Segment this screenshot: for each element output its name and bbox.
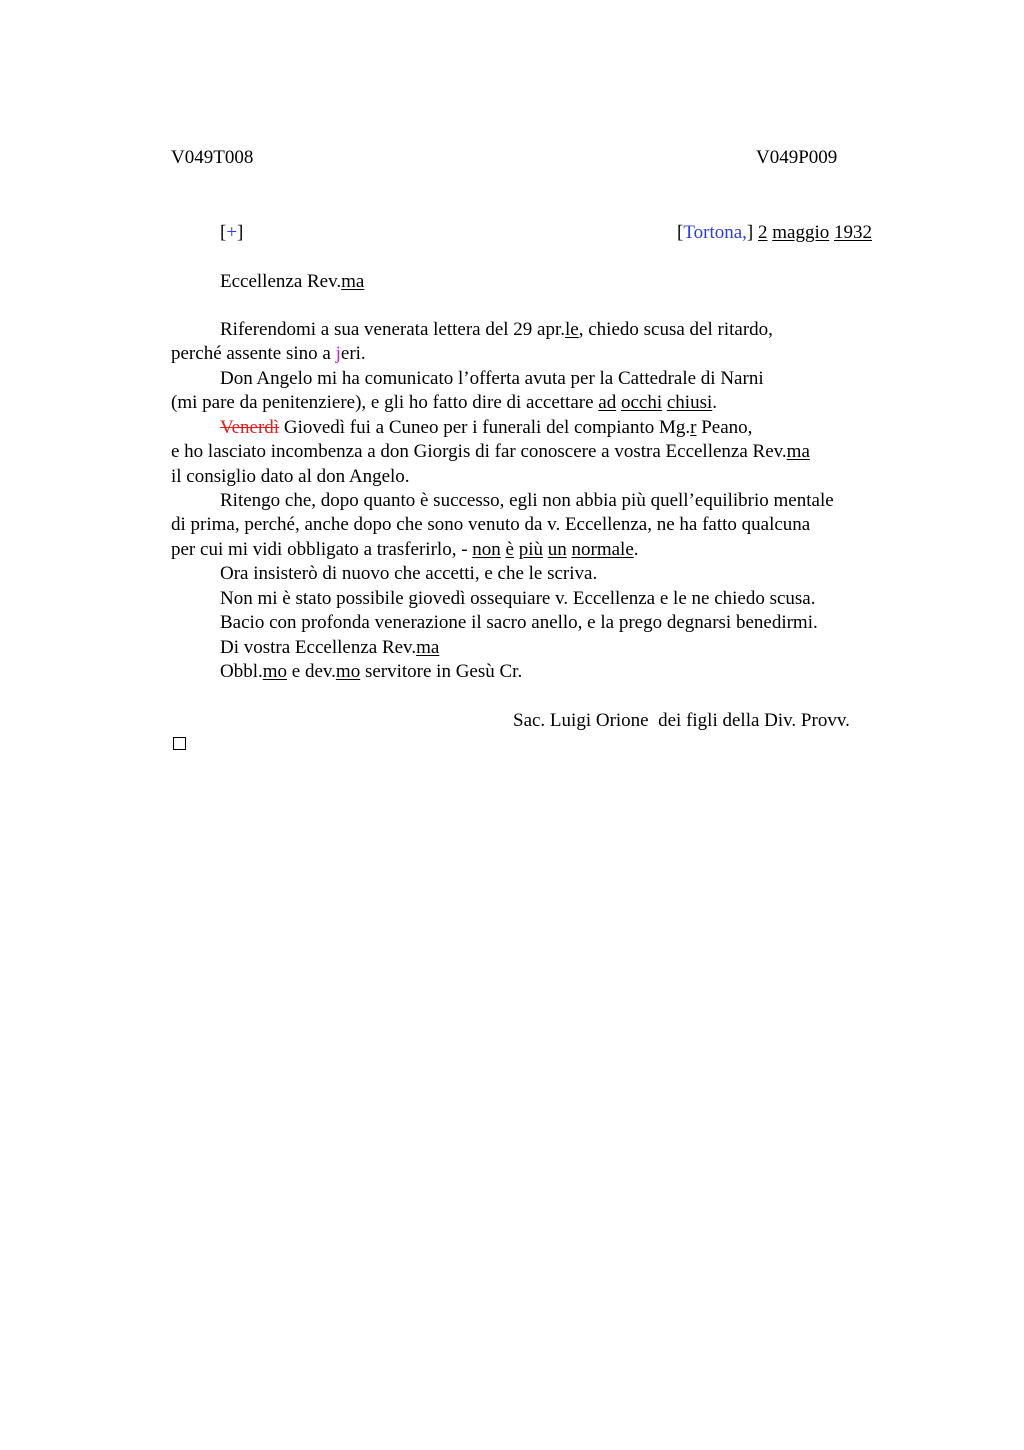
body-line-12: Non mi è stato possibile giovedì ossequiare v. Eccellenza e le ne chiedo scusa. [220,588,816,609]
date-month: maggio [772,222,830,243]
body-line-4: (mi pare da penitenziere), e gli ho fatto dire di accettare ad occhi chiusi. [171,392,718,413]
body-line-14: Di vostra Eccellenza Rev.ma [220,637,440,658]
cross-symbol: + [226,222,238,243]
left-code: V049T008 [171,147,254,168]
right-code: V049P009 [756,147,838,168]
body-line-5: Venerdì Giovedì fui a Cuneo per i funerali del compianto Mg.r Peano, [220,417,753,438]
body-line-13: Bacio con profonda venerazione il sacro anello, e la prego degnarsi benedirmi. [220,612,818,633]
salutation: Eccellenza Rev.ma [220,271,365,292]
place-name: Tortona, [683,222,747,243]
body-line-11: Ora insisterò di nuovo che accetti, e che le scriva. [220,563,598,584]
deleted-word: Venerdì [220,417,280,438]
closing-line: Obbl.mo e dev.mo servitore in Gesù Cr. [220,661,523,682]
end-box-icon [173,737,186,750]
date-day: 2 [758,222,768,243]
body-line-7: il consiglio dato al don Angelo. [171,466,410,487]
body-line-1: Riferendomi a sua venerata lettera del 29 apr.le, chiedo scusa del ritardo, [220,319,773,340]
body-line-9: di prima, perché, anche dopo che sono venuto da v. Eccellenza, ne ha fatto qualcuna [171,514,811,535]
date-line: [Tortona,] 2 maggio 1932 [677,222,872,243]
body-line-2: perché assente sino a jeri. [171,343,366,364]
cross-mark: [+] [220,222,244,243]
body-line-6: e ho lasciato incombenza a don Giorgis di far conoscere a vostra Eccellenza Rev.ma [171,441,810,462]
body-line-3: Don Angelo mi ha comunicato l’offerta avuta per la Cattedrale di Narni [220,368,764,389]
signature: Sac. Luigi Orione dei figli della Div. Provv. [513,710,850,731]
body-line-8: Ritengo che, dopo quanto è successo, egli non abbia più quell’equilibrio mentale [220,490,834,511]
date-year: 1932 [834,222,872,243]
body-line-10: per cui mi vidi obbligato a trasferirlo, - non è più un normale. [171,539,639,560]
